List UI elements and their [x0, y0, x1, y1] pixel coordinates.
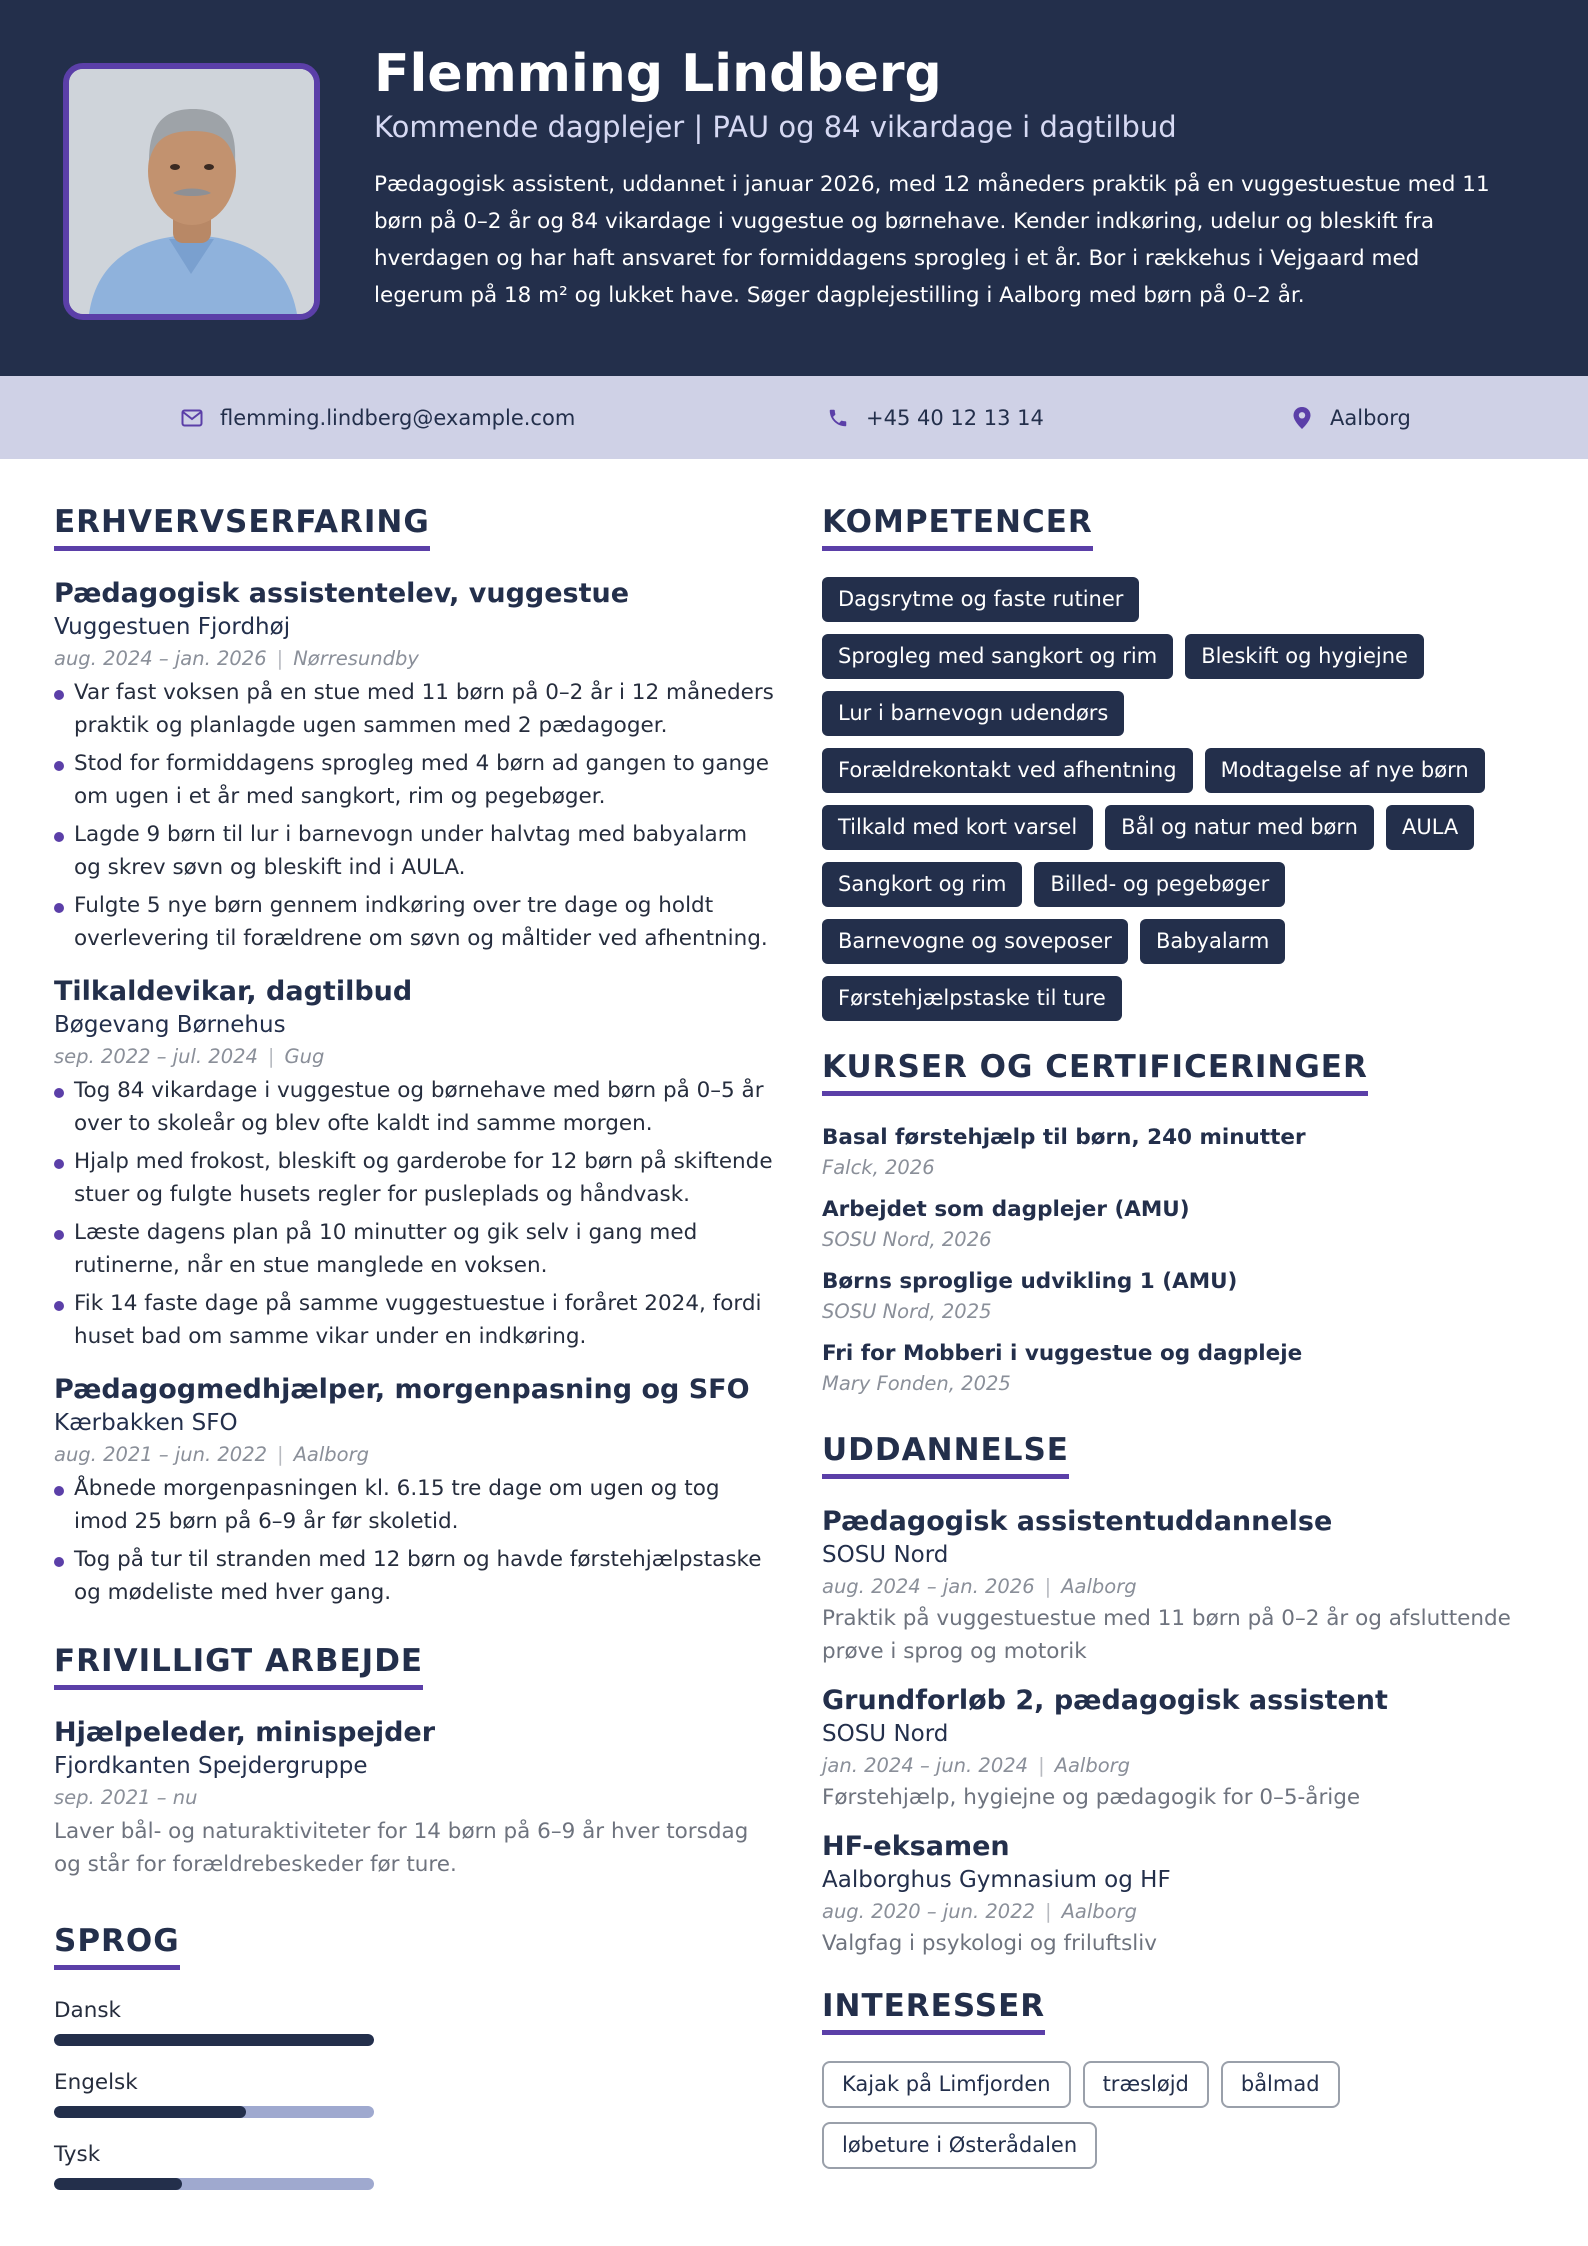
education-title: Grundforløb 2, pædagogisk assistent: [822, 1685, 1388, 1716]
job-employer: Bøgevang Børnehus: [54, 1012, 286, 1038]
education-place: Aalborg: [1061, 1900, 1138, 1923]
interest-tag: træsløjd: [1083, 2061, 1209, 2108]
job-meta: [54, 643, 774, 674]
education-dates: aug. 2024 – jan. 2026: [822, 1575, 1035, 1598]
courses-list: [822, 1122, 1522, 1398]
education-dates: jan. 2024 – jun. 2024: [822, 1754, 1029, 1777]
language-level-fill: [54, 2034, 374, 2046]
education-meta: [822, 1896, 1522, 1927]
separator: |: [1038, 1754, 1045, 1777]
portrait-image: [69, 69, 314, 314]
skill-chip: Babyalarm: [1140, 919, 1285, 964]
course-title: Arbejdet som dagplejer (AMU): [822, 1197, 1190, 1222]
education-meta: [822, 1571, 1522, 1602]
language-name: Dansk: [54, 1998, 122, 2023]
interests-list: [822, 2061, 1462, 2169]
skill-chip: Tilkald med kort varsel: [822, 805, 1093, 850]
skill-chip: Sangkort og rim: [822, 862, 1022, 907]
profile-summary: Pædagogisk assistent, uddannet i januar 2026, med 12 måneders praktik på en vuggestuestue med 11 børn på 0–2 år og 84 vikardage i vuggestue og børnehave. Kender indkøring, udelur og bleskift fra hverdagen og har haft ansvaret for formiddagens sprogleg i et år. Bor i rækkehus i Vejgaard med legerum på 18 m² og lukket have. Søger dagplejestilling i Aalborg med børn på 0–2 år.: [374, 172, 1490, 308]
job-place: Aalborg: [293, 1443, 370, 1466]
experience-heading: ERHVERVSERFARING: [54, 504, 430, 551]
mail-icon: [180, 406, 204, 430]
skill-chip: Førstehjælpstaske til ture: [822, 976, 1122, 1021]
volunteer-dates: sep. 2021 – nu: [54, 1786, 198, 1809]
job-bullets: [54, 1472, 774, 1609]
education-heading: UDDANNELSE: [822, 1432, 1069, 1479]
location-text: Aalborg: [1330, 405, 1411, 430]
job-title: Pædagogisk assistentelev, vuggestue: [54, 578, 630, 609]
candidate-headline: Kommende dagplejer | PAU og 84 vikardage i dagtilbud: [374, 110, 1177, 144]
language-name: Tysk: [54, 2142, 101, 2167]
course-title: Fri for Mobberi i vuggestue og dagpleje: [822, 1341, 1303, 1366]
bullet-item: Hjalp med frokost, bleskift og garderobe for 12 børn på skiftende stuer og fulgte husets regler for pusleplads og håndvask.: [54, 1145, 774, 1211]
course-item: [822, 1194, 1522, 1254]
languages-heading: SPROG: [54, 1923, 180, 1970]
education-title: HF-eksamen: [822, 1831, 1010, 1862]
left-column: [54, 504, 774, 2212]
experience-entry: [54, 975, 774, 1353]
contact-email[interactable]: [180, 376, 575, 459]
language-level-fill: [54, 2106, 246, 2118]
contact-location: [1290, 376, 1411, 459]
skill-chip: Forældrekontakt ved afhentning: [822, 748, 1193, 793]
job-title: Pædagogmedhjælper, morgenpasning og SFO: [54, 1374, 750, 1405]
interests-heading: INTERESSER: [822, 1988, 1045, 2035]
contact-bar: [0, 376, 1588, 459]
skill-chip: Modtagelse af nye børn: [1205, 748, 1485, 793]
separator: |: [267, 1045, 275, 1068]
course-item: [822, 1266, 1522, 1326]
contact-phone[interactable]: [826, 376, 1044, 459]
course-meta: SOSU Nord, 2026: [822, 1228, 992, 1251]
job-employer: Kærbakken SFO: [54, 1410, 238, 1436]
skills-list: [822, 577, 1502, 1021]
education-description: Praktik på vuggestuestue med 11 børn på 0–2 år og afsluttende prøve i sprog og motorik: [822, 1606, 1511, 1664]
language-level-bar: [54, 2034, 374, 2046]
separator: |: [1045, 1900, 1052, 1923]
job-dates: sep. 2022 – jul. 2024: [54, 1045, 258, 1068]
education-meta: [822, 1750, 1522, 1781]
volunteer-title: Hjælpeleder, minispejder: [54, 1717, 436, 1748]
email-text[interactable]: flemming.lindberg@example.com: [220, 405, 576, 430]
course-meta: Falck, 2026: [822, 1156, 935, 1179]
language-name: Engelsk: [54, 2070, 138, 2095]
skill-chip: Barnevogne og soveposer: [822, 919, 1128, 964]
language-item: [54, 1996, 774, 2046]
course-meta: Mary Fonden, 2025: [822, 1372, 1011, 1395]
education-school: Aalborghus Gymnasium og HF: [822, 1867, 1171, 1893]
interest-tag: Kajak på Limfjorden: [822, 2061, 1071, 2108]
education-entry: [822, 1684, 1522, 1814]
volunteer-description: Laver bål- og naturaktiviteter for 14 børn på 6–9 år hver torsdag og står for forældrebeskeder før ture.: [54, 1819, 749, 1877]
language-level-fill: [54, 2178, 182, 2190]
bullet-item: Tog 84 vikardage i vuggestue og børnehave med børn på 0–5 år over to skoleår og blev ofte kaldt ind samme morgen.: [54, 1074, 774, 1140]
courses-heading: KURSER OG CERTIFICERINGER: [822, 1049, 1368, 1096]
skill-chip: AULA: [1386, 805, 1474, 850]
language-list: [54, 1996, 774, 2190]
education-school: SOSU Nord: [822, 1721, 949, 1747]
bullet-item: Lagde 9 børn til lur i barnevogn under halvtag med babyalarm og skrev søvn og bleskift ind i AULA.: [54, 818, 774, 884]
job-place: Nørresundby: [293, 647, 419, 670]
separator: |: [277, 1443, 284, 1466]
bullet-item: Åbnede morgenpasningen kl. 6.15 tre dage om ugen og tog imod 25 børn på 6–9 år før skoletid.: [54, 1472, 774, 1538]
bullet-item: Tog på tur til stranden med 12 børn og havde førstehjælpstaske og mødeliste med hver gang.: [54, 1543, 774, 1609]
phone-icon: [826, 406, 850, 430]
job-dates: aug. 2021 – jun. 2022: [54, 1443, 268, 1466]
location-pin-icon: [1290, 406, 1314, 430]
skill-chip: Billed- og pegebøger: [1034, 862, 1285, 907]
education-description: Valgfag i psykologi og friluftsliv: [822, 1931, 1157, 1956]
volunteer-heading: FRIVILLIGT ARBEJDE: [54, 1643, 423, 1690]
bullet-item: Fulgte 5 nye børn gennem indkøring over tre dage og holdt overlevering til forældrene om søvn og måltider ved afhentning.: [54, 889, 774, 955]
education-entry: [822, 1505, 1522, 1668]
job-dates: aug. 2024 – jan. 2026: [54, 647, 267, 670]
job-employer: Vuggestuen Fjordhøj: [54, 614, 291, 640]
interest-tag: bålmad: [1221, 2061, 1340, 2108]
skill-chip: Bål og natur med børn: [1105, 805, 1374, 850]
education-entry: [822, 1830, 1522, 1960]
course-item: [822, 1122, 1522, 1182]
experience-entry: [54, 577, 774, 955]
experience-entry: [54, 1373, 774, 1609]
job-title: Tilkaldevikar, dagtilbud: [54, 976, 413, 1007]
job-meta: [54, 1041, 774, 1072]
language-level-bar: [54, 2178, 374, 2190]
skill-chip: Lur i barnevogn udendørs: [822, 691, 1124, 736]
education-dates: aug. 2020 – jun. 2022: [822, 1900, 1036, 1923]
volunteer-entry: [54, 1716, 774, 1881]
language-item: [54, 2068, 774, 2118]
phone-text[interactable]: +45 40 12 13 14: [866, 405, 1044, 430]
bullet-item: Læste dagens plan på 10 minutter og gik selv i gang med rutinerne, når en stue manglede en voksen.: [54, 1216, 774, 1282]
course-title: Børns sproglige udvikling 1 (AMU): [822, 1269, 1238, 1294]
skill-chip: Sprogleg med sangkort og rim: [822, 634, 1173, 679]
bullet-item: Var fast voksen på en stue med 11 børn på 0–2 år i 12 måneders praktik og planlagde ugen sammen med 2 pædagoger.: [54, 676, 774, 742]
language-item: [54, 2140, 774, 2190]
bullet-item: Stod for formiddagens sprogleg med 4 børn ad gangen to gange om ugen i et år med sangkort, rim og pegebøger.: [54, 747, 774, 813]
bullet-item: Fik 14 faste dage på samme vuggestuestue i foråret 2024, fordi huset bad om samme vikar under en indkøring.: [54, 1287, 774, 1353]
education-place: Aalborg: [1054, 1754, 1131, 1777]
education-school: SOSU Nord: [822, 1542, 949, 1568]
profile-photo: [63, 63, 320, 320]
language-level-bar: [54, 2106, 374, 2118]
course-item: [822, 1338, 1522, 1398]
job-bullets: [54, 1074, 774, 1353]
interest-tag: løbeture i Østerådalen: [822, 2122, 1097, 2169]
skills-heading: KOMPETENCER: [822, 504, 1093, 551]
candidate-name: Flemming Lindberg: [374, 44, 942, 104]
education-title: Pædagogisk assistentuddannelse: [822, 1506, 1333, 1537]
course-meta: SOSU Nord, 2025: [822, 1300, 992, 1323]
course-title: Basal førstehjælp til børn, 240 minutter: [822, 1125, 1306, 1150]
right-column: [822, 504, 1522, 2169]
separator: |: [1044, 1575, 1052, 1598]
job-bullets: [54, 676, 774, 955]
skill-chip: Bleskift og hygiejne: [1185, 634, 1424, 679]
job-place: Gug: [284, 1045, 325, 1068]
skill-chip: Dagsrytme og faste rutiner: [822, 577, 1139, 622]
job-meta: [54, 1439, 774, 1470]
volunteer-org: Fjordkanten Spejdergruppe: [54, 1753, 368, 1779]
resume-header: [0, 0, 1588, 376]
separator: |: [276, 647, 284, 670]
education-description: Førstehjælp, hygiejne og pædagogik for 0–5-årige: [822, 1785, 1361, 1810]
education-place: Aalborg: [1061, 1575, 1137, 1598]
